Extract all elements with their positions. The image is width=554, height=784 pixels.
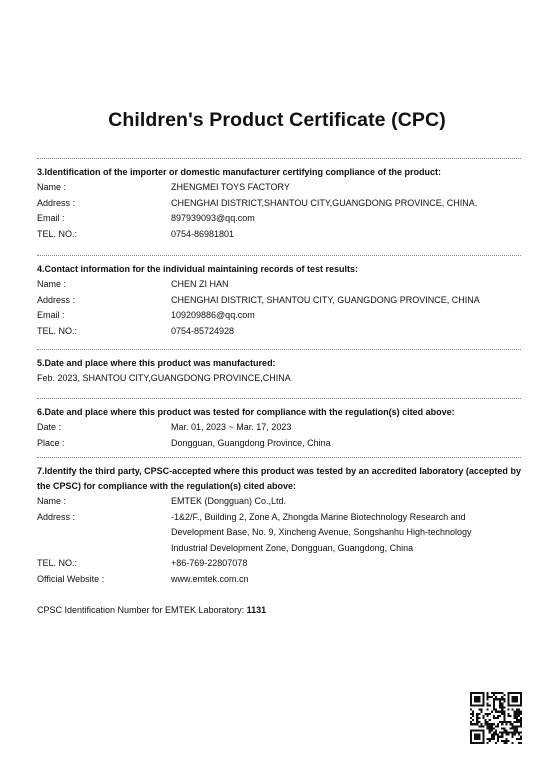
field-value xyxy=(171,510,521,557)
field-value: +86-769-22807078 xyxy=(171,558,248,569)
section-divider xyxy=(37,255,521,256)
section-third-party-lab xyxy=(37,457,521,588)
field-row xyxy=(37,227,521,243)
field-label: TEL. NO.: xyxy=(37,228,78,239)
field-row xyxy=(37,324,521,340)
field-label: Date : xyxy=(37,422,62,432)
field-label: TEL. NO.: xyxy=(37,558,78,569)
field-label: Address : xyxy=(37,511,76,522)
field-value: Dongguan, Guangdong Province, China xyxy=(171,437,331,448)
field-value: ZHENGMEI TOYS FACTORY xyxy=(171,182,290,192)
address-line: Development Base, No. 9, Xincheng Avenue, Songshanhu High-technology xyxy=(171,527,472,538)
field-label: Name : xyxy=(37,496,67,506)
field-label: Place : xyxy=(37,437,65,448)
field-label: Email : xyxy=(37,310,65,321)
section-heading: 5.Date and place where this product was manufactured: xyxy=(37,358,276,368)
section-heading: 4.Contact information for the individual maintaining records of test results: xyxy=(37,264,359,274)
field-label: Email : xyxy=(37,213,65,224)
section-records-contact xyxy=(37,255,521,339)
section-divider xyxy=(37,158,521,159)
field-value: CHEN ZI HAN xyxy=(171,279,229,289)
manufacture-date-place: Feb. 2023, SHANTOU CITY,GUANGDONG PROVINCE,CHINA xyxy=(37,373,291,383)
section-heading: 6.Date and place where this product was tested for compliance with the regulation(s) cited above: xyxy=(37,407,455,417)
field-row xyxy=(37,436,521,452)
address-line: Industrial Development Zone, Dongguan, Guangdong, China xyxy=(171,542,414,553)
section-heading: 7.Identify the third party, CPSC-accepted where this product was tested by an accredited laboratory (accepted by the CPSC) for compliance with the regulation(s) cited above: xyxy=(37,466,521,491)
field-value: 0754-85724928 xyxy=(171,325,235,336)
qr-code-icon xyxy=(470,692,522,744)
section-divider xyxy=(37,349,521,350)
field-row xyxy=(37,420,521,436)
website-link[interactable]: www.emtek.com.cn xyxy=(171,573,249,584)
field-row xyxy=(37,211,521,227)
field-row xyxy=(37,180,521,196)
field-label: Official Website : xyxy=(37,573,105,584)
field-label: Name : xyxy=(37,279,67,289)
section-divider xyxy=(37,398,521,399)
field-row xyxy=(37,572,521,588)
field-value: CHENGHAI DISTRICT,SHANTOU CITY,GUANGDONG PROVINCE, CHINA. xyxy=(171,197,478,208)
cpsc-identification xyxy=(37,603,266,618)
field-row xyxy=(37,308,521,324)
field-label: Name : xyxy=(37,182,67,192)
field-label: TEL. NO.: xyxy=(37,325,78,336)
cpsc-label: CPSC Identification Number for EMTEK Laboratory: xyxy=(37,605,245,615)
field-row xyxy=(37,277,521,293)
field-label: Address : xyxy=(37,197,76,208)
cpsc-number: 1131 xyxy=(246,605,267,615)
field-value: EMTEK (Dongguan) Co.,Ltd. xyxy=(171,496,287,506)
address-line: -1&2/F., Building 2, Zone A, Zhongda Marine Biotechnology Research and xyxy=(171,511,466,522)
field-row xyxy=(37,196,521,212)
field-value: 109209886@qq.com xyxy=(171,310,255,321)
field-row xyxy=(37,494,521,510)
field-value: 897939093@qq.com xyxy=(171,213,255,224)
field-label: Address : xyxy=(37,294,76,305)
field-row xyxy=(37,293,521,309)
field-row xyxy=(37,510,521,557)
section-heading: 3.Identification of the importer or domestic manufacturer certifying compliance of the product: xyxy=(37,167,442,177)
section-testing xyxy=(37,398,521,451)
field-value: Mar. 01, 2023 ~ Mar. 17, 2023 xyxy=(171,422,292,432)
field-row xyxy=(37,556,521,572)
field-value: 0754-86981801 xyxy=(171,228,235,239)
document-title: Children's Product Certificate (CPC) xyxy=(108,109,446,131)
section-manufacture xyxy=(37,349,521,387)
section-divider xyxy=(37,457,521,458)
field-value: CHENGHAI DISTRICT, SHANTOU CITY, GUANGDONG PROVINCE, CHINA xyxy=(171,294,480,305)
section-importer xyxy=(37,158,521,242)
